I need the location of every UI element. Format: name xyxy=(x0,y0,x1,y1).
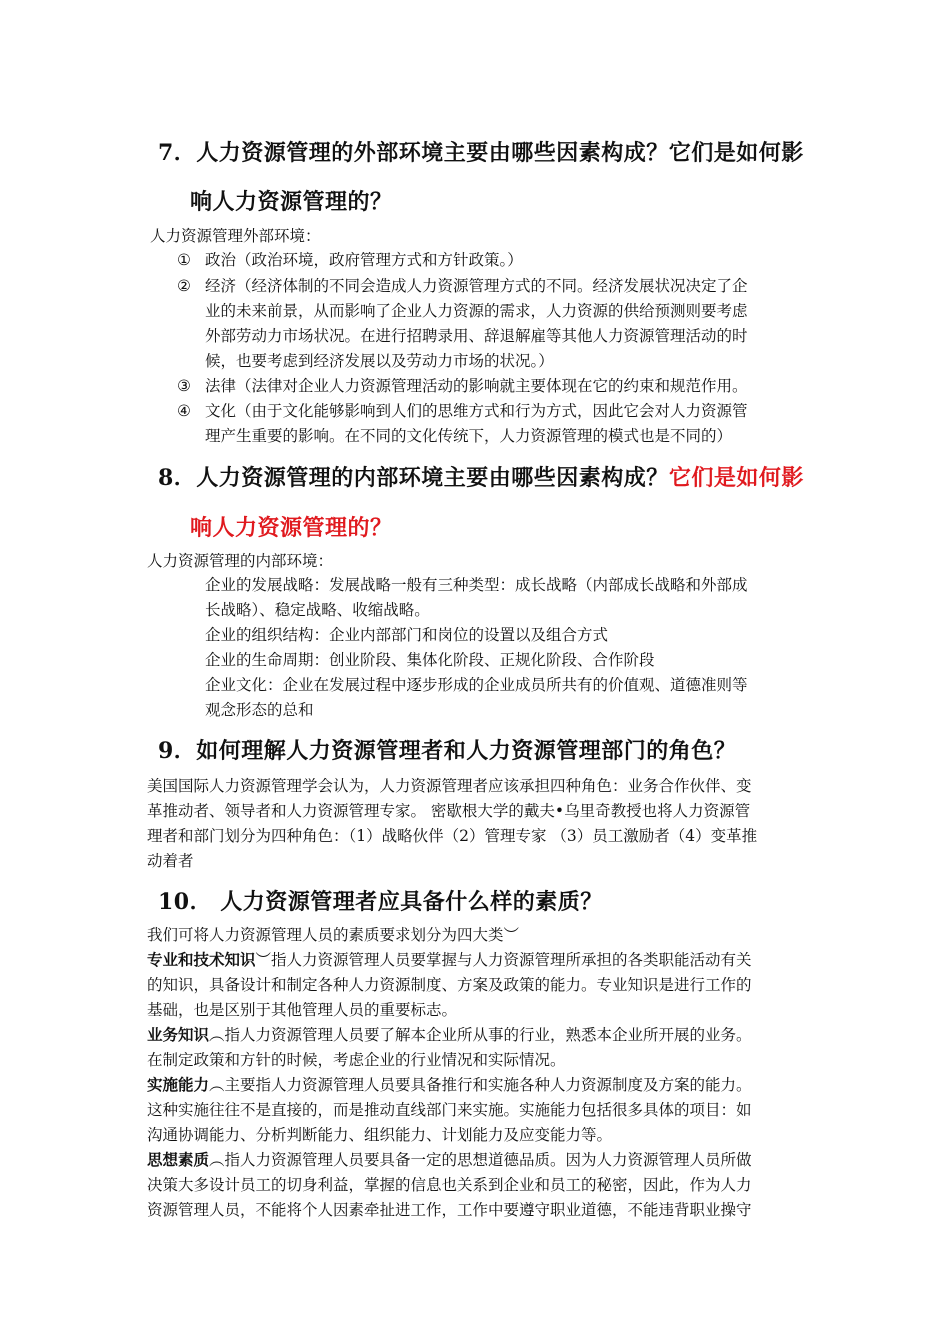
quality-p3-line3: 沟通协调能力、分析判断能力、组织能力、计划能力及应变能力等。 xyxy=(147,1126,613,1144)
quality-p4-line2: 决策大多设计员工的切身利益，掌握的信息也关系到企业和员工的秘密，因此，作为人力 xyxy=(147,1176,752,1194)
quality-p3-sep: ︵ xyxy=(209,1076,225,1094)
external-item-politics: 政治（政治环境，政府管理方式和方针政策。） xyxy=(205,251,523,269)
quality-p3-line2: 这种实施往往不是直接的，而是推动直线部门来实施。实施能力包括很多具体的项目：如 xyxy=(147,1101,752,1119)
question-7-heading-line2: 响人力资源管理的？ xyxy=(190,189,393,215)
quality-p4-line1 xyxy=(147,1148,752,1174)
question-8-heading-line2 xyxy=(190,511,393,542)
quality-p4-line3: 资源管理人员，不能将个人因素牵扯进工作，工作中要遵守职业道德，不能违背职业操守 xyxy=(147,1201,752,1219)
internal-line-culture-1: 企业文化：企业在发展过程中逐步形成的企业成员所共有的价值观、道德准则等 xyxy=(205,676,748,694)
quality-p3-term: 实施能力 xyxy=(147,1076,210,1094)
internal-line-strategy-2: 长战略）、稳定战略、收缩战略。 xyxy=(205,601,430,619)
external-item-culture-line1: 文化（由于文化能够影响到人们的思维方式和行为方式，因此它会对人力资源管 xyxy=(205,402,748,420)
quality-p2-sep: ︵ xyxy=(209,1026,225,1044)
external-env-intro: 人力资源管理外部环境： xyxy=(150,227,321,245)
external-item-law: 法律（法律对企业人力资源管理活动的影响就主要体现在它的约束和规范作用。 xyxy=(205,377,748,395)
external-item-economy-line1: 经济（经济体制的不同会造成人力资源管理方式的不同。经济发展状况决定了企 xyxy=(205,277,748,295)
question-9-heading: 9．如何理解人力资源管理者和人力资源管理部门的角色？ xyxy=(158,738,737,764)
roles-line-1: 美国国际人力资源管理学会认为，人力资源管理者应该承担四种角色：业务合作伙伴、变 xyxy=(147,777,752,795)
quality-intro: 我们可将人力资源管理人员的素质要求划分为四大类︶ xyxy=(147,926,520,944)
internal-line-culture-2: 观念形态的总和 xyxy=(205,701,314,719)
quality-p1-sep: ︶ xyxy=(255,951,272,969)
question-8-heading-line2-red: 响人力资源管理的？ xyxy=(190,515,393,541)
roles-line-3: 理者和部门划分为四种角色：（1）战略伙伴（2）管理专家 （3）员工激励者（4）变革推 xyxy=(147,827,758,845)
quality-p4-term: 思想素质 xyxy=(147,1151,210,1169)
internal-line-strategy-1: 企业的发展战略：发展战略一般有三种类型：成长战略（内部成长战略和外部成 xyxy=(205,576,748,594)
quality-p1-line2: 的知识，具备设计和制定各种人力资源制度、方案及政策的能力。专业知识是进行工作的 xyxy=(147,976,752,994)
external-item-economy-line3: 外部劳动力市场状况。在进行招聘录用、辞退解雇等其他人力资源管理活动的时 xyxy=(205,327,748,345)
item-marker-2: ② xyxy=(177,277,191,295)
quality-p4-first: 指人力资源管理人员要具备一定的思想道德品质。因为人力资源管理人员所做 xyxy=(224,1151,752,1169)
quality-p1-first: 指人力资源管理人员要掌握与人力资源管理所承担的各类职能活动有关 xyxy=(271,951,752,969)
quality-p1-term: 专业和技术知识 xyxy=(147,951,256,969)
item-marker-3: ③ xyxy=(177,377,191,395)
quality-p2-first: 指人力资源管理人员要了解本企业所从事的行业，熟悉本企业所开展的业务。 xyxy=(224,1026,752,1044)
external-item-culture-line2: 理产生重要的影响。在不同的文化传统下，人力资源管理的模式也是不同的） xyxy=(205,427,733,445)
external-item-economy-line4: 候，也要考虑到经济发展以及劳动力市场的状况。） xyxy=(205,352,554,370)
question-7-heading-line1: 7．人力资源管理的外部环境主要由哪些因素构成？它们是如何影 xyxy=(158,140,804,166)
question-10-heading: 10． 人力资源管理者应具备什么样的素质？ xyxy=(158,889,603,915)
quality-p1-line1 xyxy=(147,948,752,974)
quality-p3-line1 xyxy=(147,1073,752,1099)
quality-p3-first: 主要指人力资源管理人员要具备推行和实施各种人力资源制度及方案的能力。 xyxy=(224,1076,752,1094)
roles-line-4: 动着者 xyxy=(147,852,194,870)
item-marker-1: ① xyxy=(177,251,191,269)
question-8-heading-black: 8．人力资源管理的内部环境主要由哪些因素构成？ xyxy=(158,465,669,491)
quality-p2-term: 业务知识 xyxy=(147,1026,210,1044)
quality-p2-line1 xyxy=(147,1023,752,1049)
question-8-heading-red: 它们是如何影 xyxy=(668,465,804,491)
internal-line-structure: 企业的组织结构：企业内部部门和岗位的设置以及组合方式 xyxy=(205,626,609,644)
quality-p2-line2: 在制定政策和方针的时候，考虑企业的行业情况和实际情况。 xyxy=(147,1051,566,1069)
roles-line-2: 革推动者、领导者和人力资源管理专家。 密歇根大学的戴夫•乌里奇教授也将人力资源管 xyxy=(147,802,751,820)
question-8-heading-line1 xyxy=(158,461,804,492)
quality-p4-sep: ︵ xyxy=(209,1151,225,1169)
external-item-economy-line2: 业的未来前景，从而影响了企业人力资源的需求，人力资源的供给预测则要考虑 xyxy=(205,302,748,320)
internal-env-intro: 人力资源管理的内部环境： xyxy=(147,552,334,570)
quality-p1-line3: 基础，也是区别于其他管理人员的重要标志。 xyxy=(147,1001,458,1019)
item-marker-4: ④ xyxy=(177,402,191,420)
internal-line-lifecycle: 企业的生命周期：创业阶段、集体化阶段、正规化阶段、合作阶段 xyxy=(205,651,655,669)
